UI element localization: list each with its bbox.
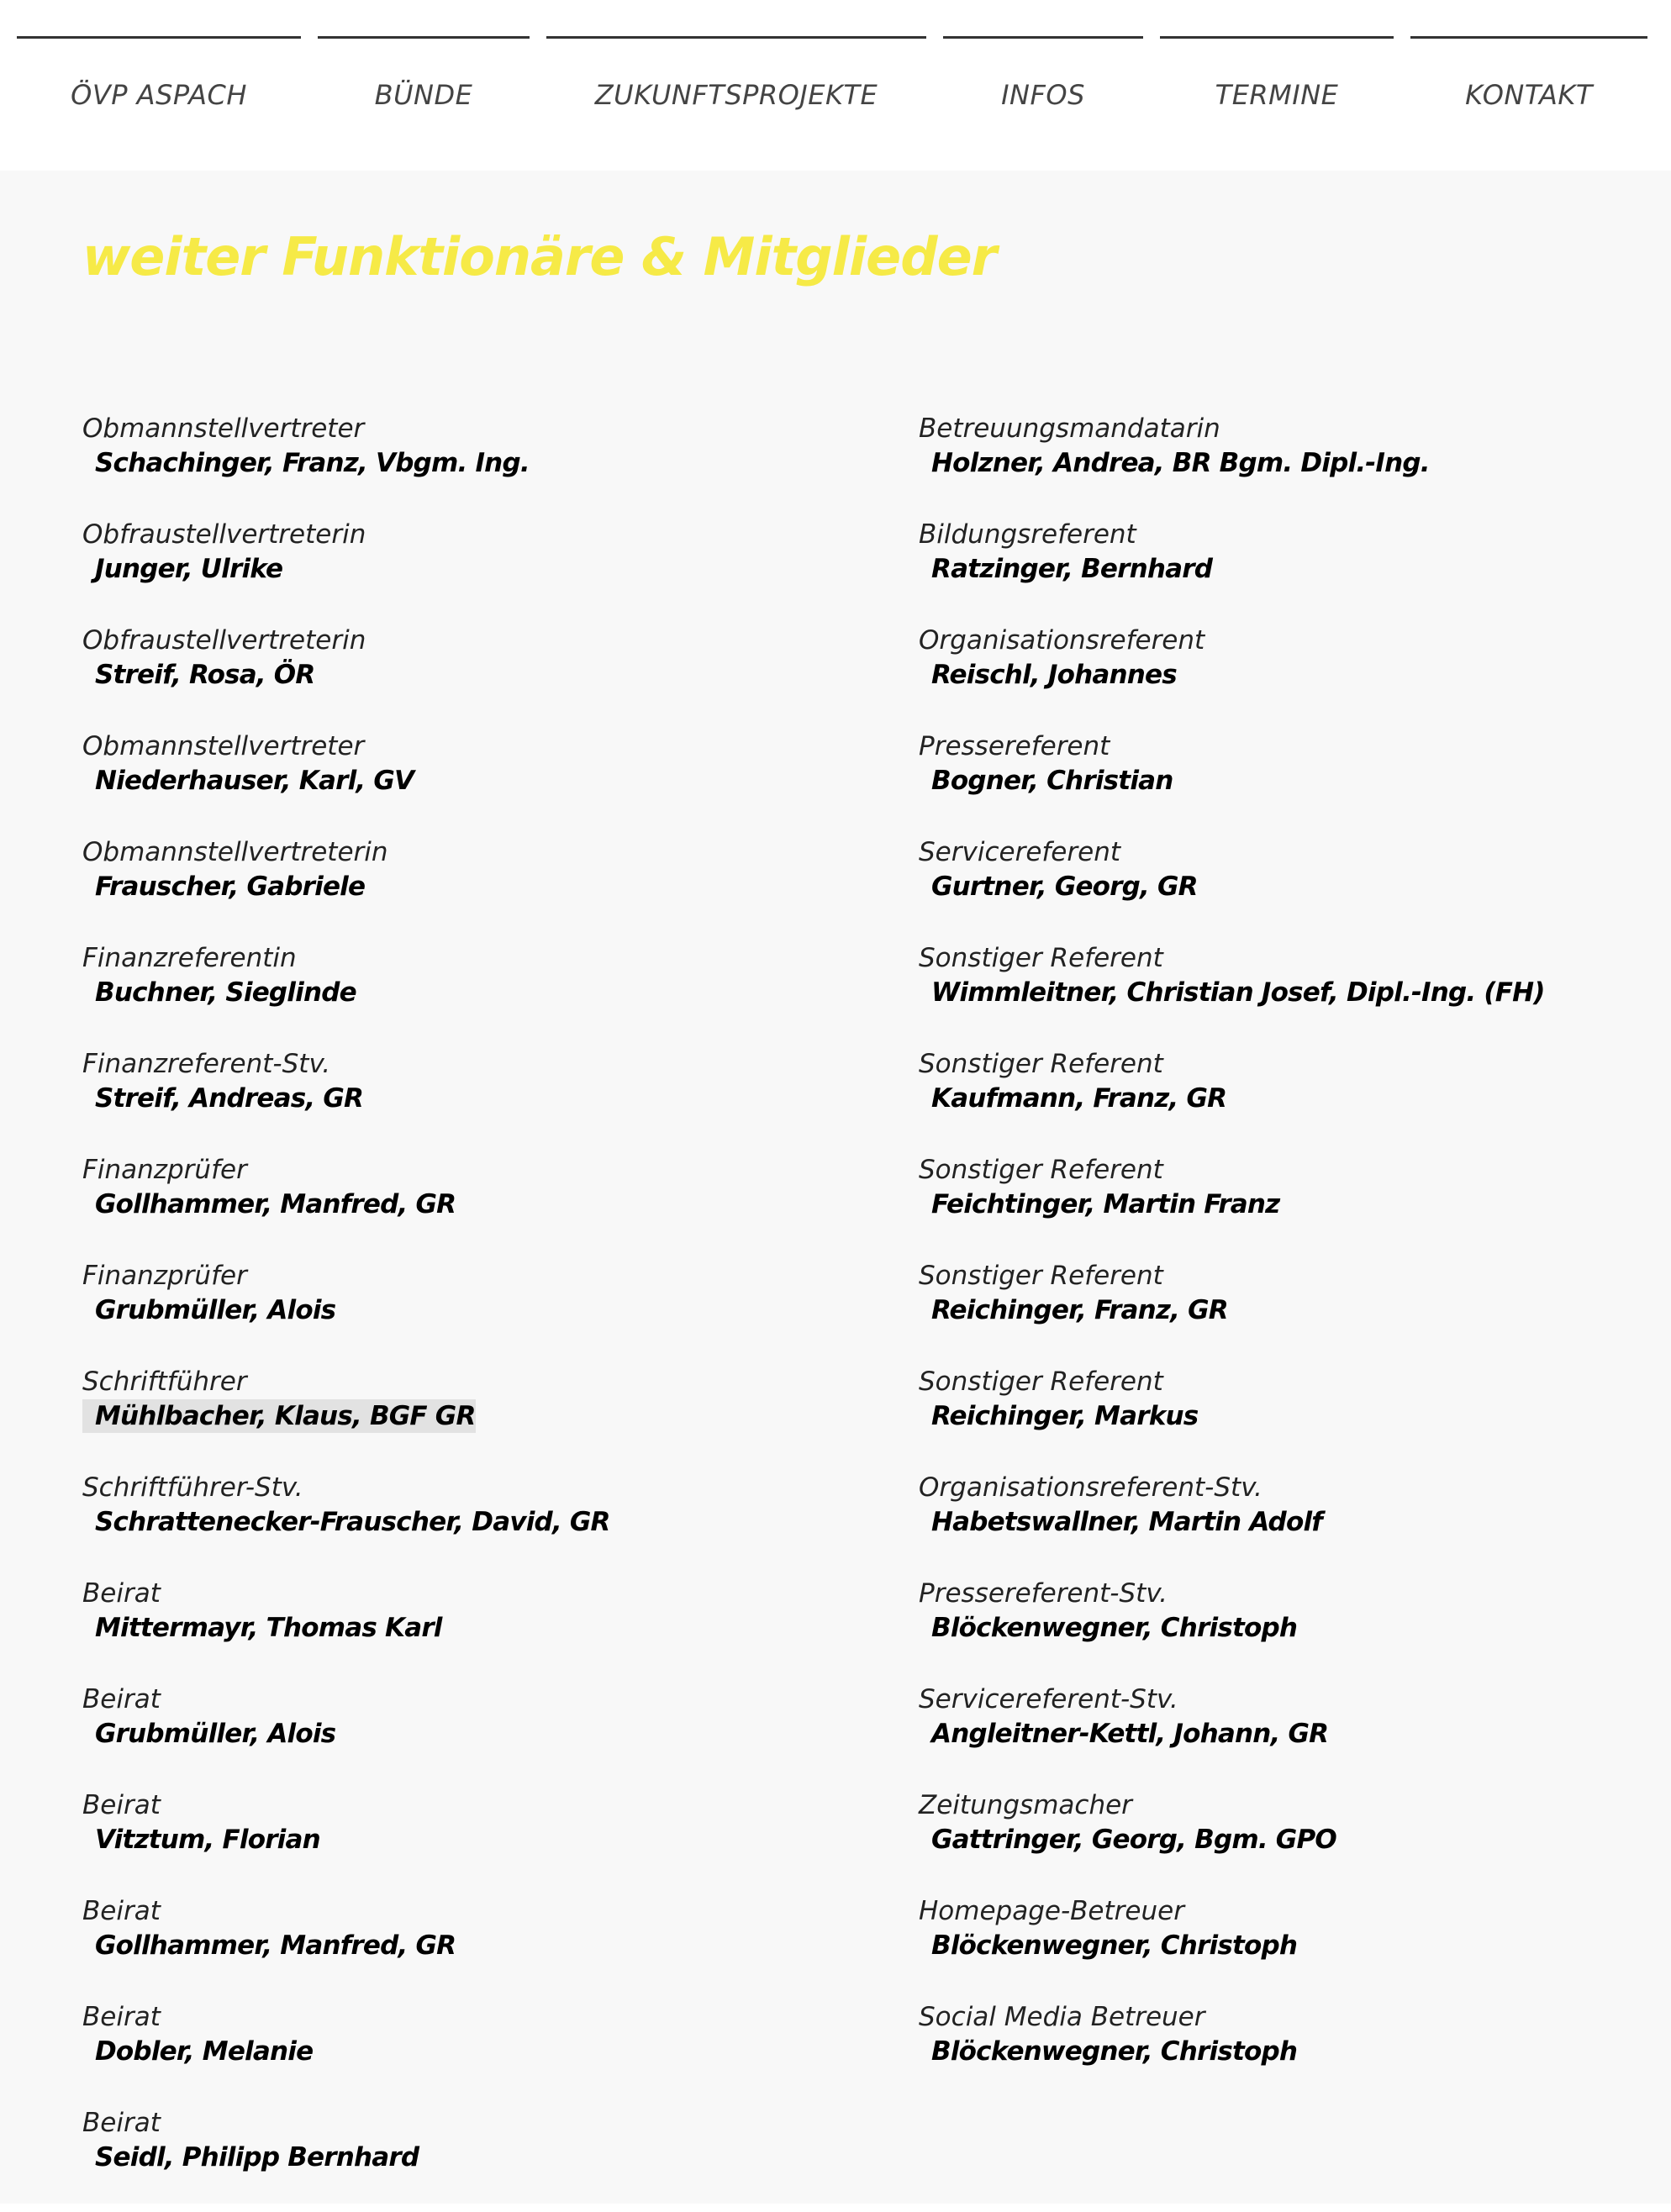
member-entry [919,1153,1633,1259]
member-entry [82,518,881,624]
member-entry [919,1577,1633,1683]
member-entry [82,1153,881,1259]
member-name: Bogner, Christian [931,766,1173,796]
member-role: Obmannstellvertreterin [82,837,388,867]
member-entry [82,2106,881,2212]
nav-item-zukunftsprojekte[interactable] [546,36,926,129]
member-role: Beirat [82,1578,161,1609]
member-name: Vitztum, Florian [95,1825,320,1855]
member-name: Buchner, Sieglinde [95,977,356,1008]
nav-label: TERMINE [1215,79,1339,111]
member-name: Schachinger, Franz, Vbgm. Ing. [95,448,530,478]
nav-label: ÖVP ASPACH [71,79,247,111]
nav-label: KONTAKT [1465,79,1593,111]
member-role: Obmannstellvertreter [82,731,365,761]
member-name: Streif, Rosa, ÖR [95,660,315,690]
member-role: Sonstiger Referent [919,1261,1163,1291]
member-name: Angleitner-Kettl, Johann, GR [931,1719,1329,1749]
member-entry [919,1471,1633,1577]
member-name: Blöckenwegner, Christoph [931,2036,1298,2067]
member-name: Reischl, Johannes [931,660,1177,690]
member-entry [919,835,1633,941]
nav-label: INFOS [1001,79,1085,111]
member-role: Finanzreferent-Stv. [82,1049,331,1079]
member-name: Gurtner, Georg, GR [931,872,1198,902]
member-name: Reichinger, Markus [931,1401,1199,1431]
member-entry [919,1683,1633,1788]
member-role: Schriftführer [82,1367,247,1397]
members-list-right [919,412,1633,2106]
member-entry [919,1894,1633,2000]
member-name: Seidl, Philipp Bernhard [95,2142,419,2172]
nav-label: BÜNDE [374,79,473,111]
member-name: Schrattenecker-Frauscher, David, GR [95,1507,610,1537]
member-role: Organisationsreferent [919,625,1205,656]
member-role: Finanzprüfer [82,1261,247,1291]
member-entry [919,2000,1633,2106]
members-list-left [82,412,881,2212]
member-entry [919,729,1633,835]
member-role: Social Media Betreuer [919,2002,1205,2032]
member-role: Beirat [82,2002,161,2032]
member-name: Kaufmann, Franz, GR [931,1083,1227,1114]
member-name: Feichtinger, Martin Franz [931,1189,1280,1219]
member-name: Dobler, Melanie [95,2036,314,2067]
member-name: Mittermayr, Thomas Karl [95,1613,442,1643]
member-role: Obmannstellvertreter [82,413,365,444]
member-entry [82,1788,881,1894]
member-name: Frauscher, Gabriele [95,872,366,902]
member-entry [82,1894,881,2000]
member-entry [919,518,1633,624]
member-role: Zeitungsmacher [919,1790,1132,1820]
member-role: Obfraustellvertreterin [82,519,366,550]
member-role: Finanzreferentin [82,943,297,973]
member-name: Blöckenwegner, Christoph [931,1930,1298,1961]
member-role: Betreuungsmandatarin [919,413,1220,444]
member-entry [82,624,881,729]
member-entry [919,624,1633,729]
member-role: Servicereferent [919,837,1120,867]
member-role: Obfraustellvertreterin [82,625,366,656]
member-role: Beirat [82,2108,161,2138]
member-name: Gollhammer, Manfred, GR [95,1930,456,1961]
member-entry [82,1047,881,1153]
nav-item-termine[interactable] [1160,36,1394,129]
member-name: Gollhammer, Manfred, GR [95,1189,456,1219]
member-role: Beirat [82,1684,161,1714]
member-role: Pressereferent-Stv. [919,1578,1168,1609]
member-name: Niederhauser, Karl, GV [95,766,414,796]
member-entry [82,1365,881,1471]
member-role: Sonstiger Referent [919,1049,1163,1079]
member-entry [82,1471,881,1577]
top-navigation [0,0,1671,171]
member-entry [919,1365,1633,1471]
member-entry [82,1259,881,1365]
member-name: Ratzinger, Bernhard [931,554,1213,584]
nav-item-buende[interactable] [318,36,530,129]
member-role: Bildungsreferent [919,519,1136,550]
member-role: Sonstiger Referent [919,943,1163,973]
member-entry [82,835,881,941]
member-role: Pressereferent [919,731,1110,761]
member-name: Habetswallner, Martin Adolf [931,1507,1322,1537]
nav-label: ZUKUNFTSPROJEKTE [594,79,878,111]
member-name: Junger, Ulrike [95,554,283,584]
member-entry [919,1047,1633,1153]
member-role: Beirat [82,1790,161,1820]
member-role: Sonstiger Referent [919,1155,1163,1185]
page-title: weiter Funktionäre & Mitglieder [82,226,997,287]
member-role: Finanzprüfer [82,1155,247,1185]
member-entry [82,729,881,835]
member-role: Sonstiger Referent [919,1367,1163,1397]
member-entry [82,412,881,518]
member-entry [919,1259,1633,1365]
member-role: Beirat [82,1896,161,1926]
member-name: Blöckenwegner, Christoph [931,1613,1298,1643]
member-entry [82,2000,881,2106]
member-name-selected: Mühlbacher, Klaus, BGF GR [82,1399,476,1433]
member-role: Schriftführer-Stv. [82,1472,303,1503]
member-entry [919,941,1633,1047]
nav-item-kontakt[interactable] [1410,36,1647,129]
member-entry [82,941,881,1047]
member-name: Gattringer, Georg, Bgm. GPO [931,1825,1336,1855]
member-role: Servicereferent-Stv. [919,1684,1178,1714]
member-name: Grubmüller, Alois [95,1719,336,1749]
member-entry [919,1788,1633,1894]
member-name: Grubmüller, Alois [95,1295,336,1325]
member-entry [919,412,1633,518]
member-entry [82,1577,881,1683]
member-role: Homepage-Betreuer [919,1896,1184,1926]
member-name: Wimmleitner, Christian Josef, Dipl.-Ing. (FH) [931,977,1545,1008]
member-role: Organisationsreferent-Stv. [919,1472,1262,1503]
nav-item-infos[interactable] [943,36,1143,129]
member-name: Streif, Andreas, GR [95,1083,364,1114]
nav-item-oevp-aspach[interactable] [17,36,301,129]
main-content [0,171,1671,2204]
member-entry [82,1683,881,1788]
member-name: Reichinger, Franz, GR [931,1295,1228,1325]
member-name: Holzner, Andrea, BR Bgm. Dipl.-Ing. [931,448,1430,478]
